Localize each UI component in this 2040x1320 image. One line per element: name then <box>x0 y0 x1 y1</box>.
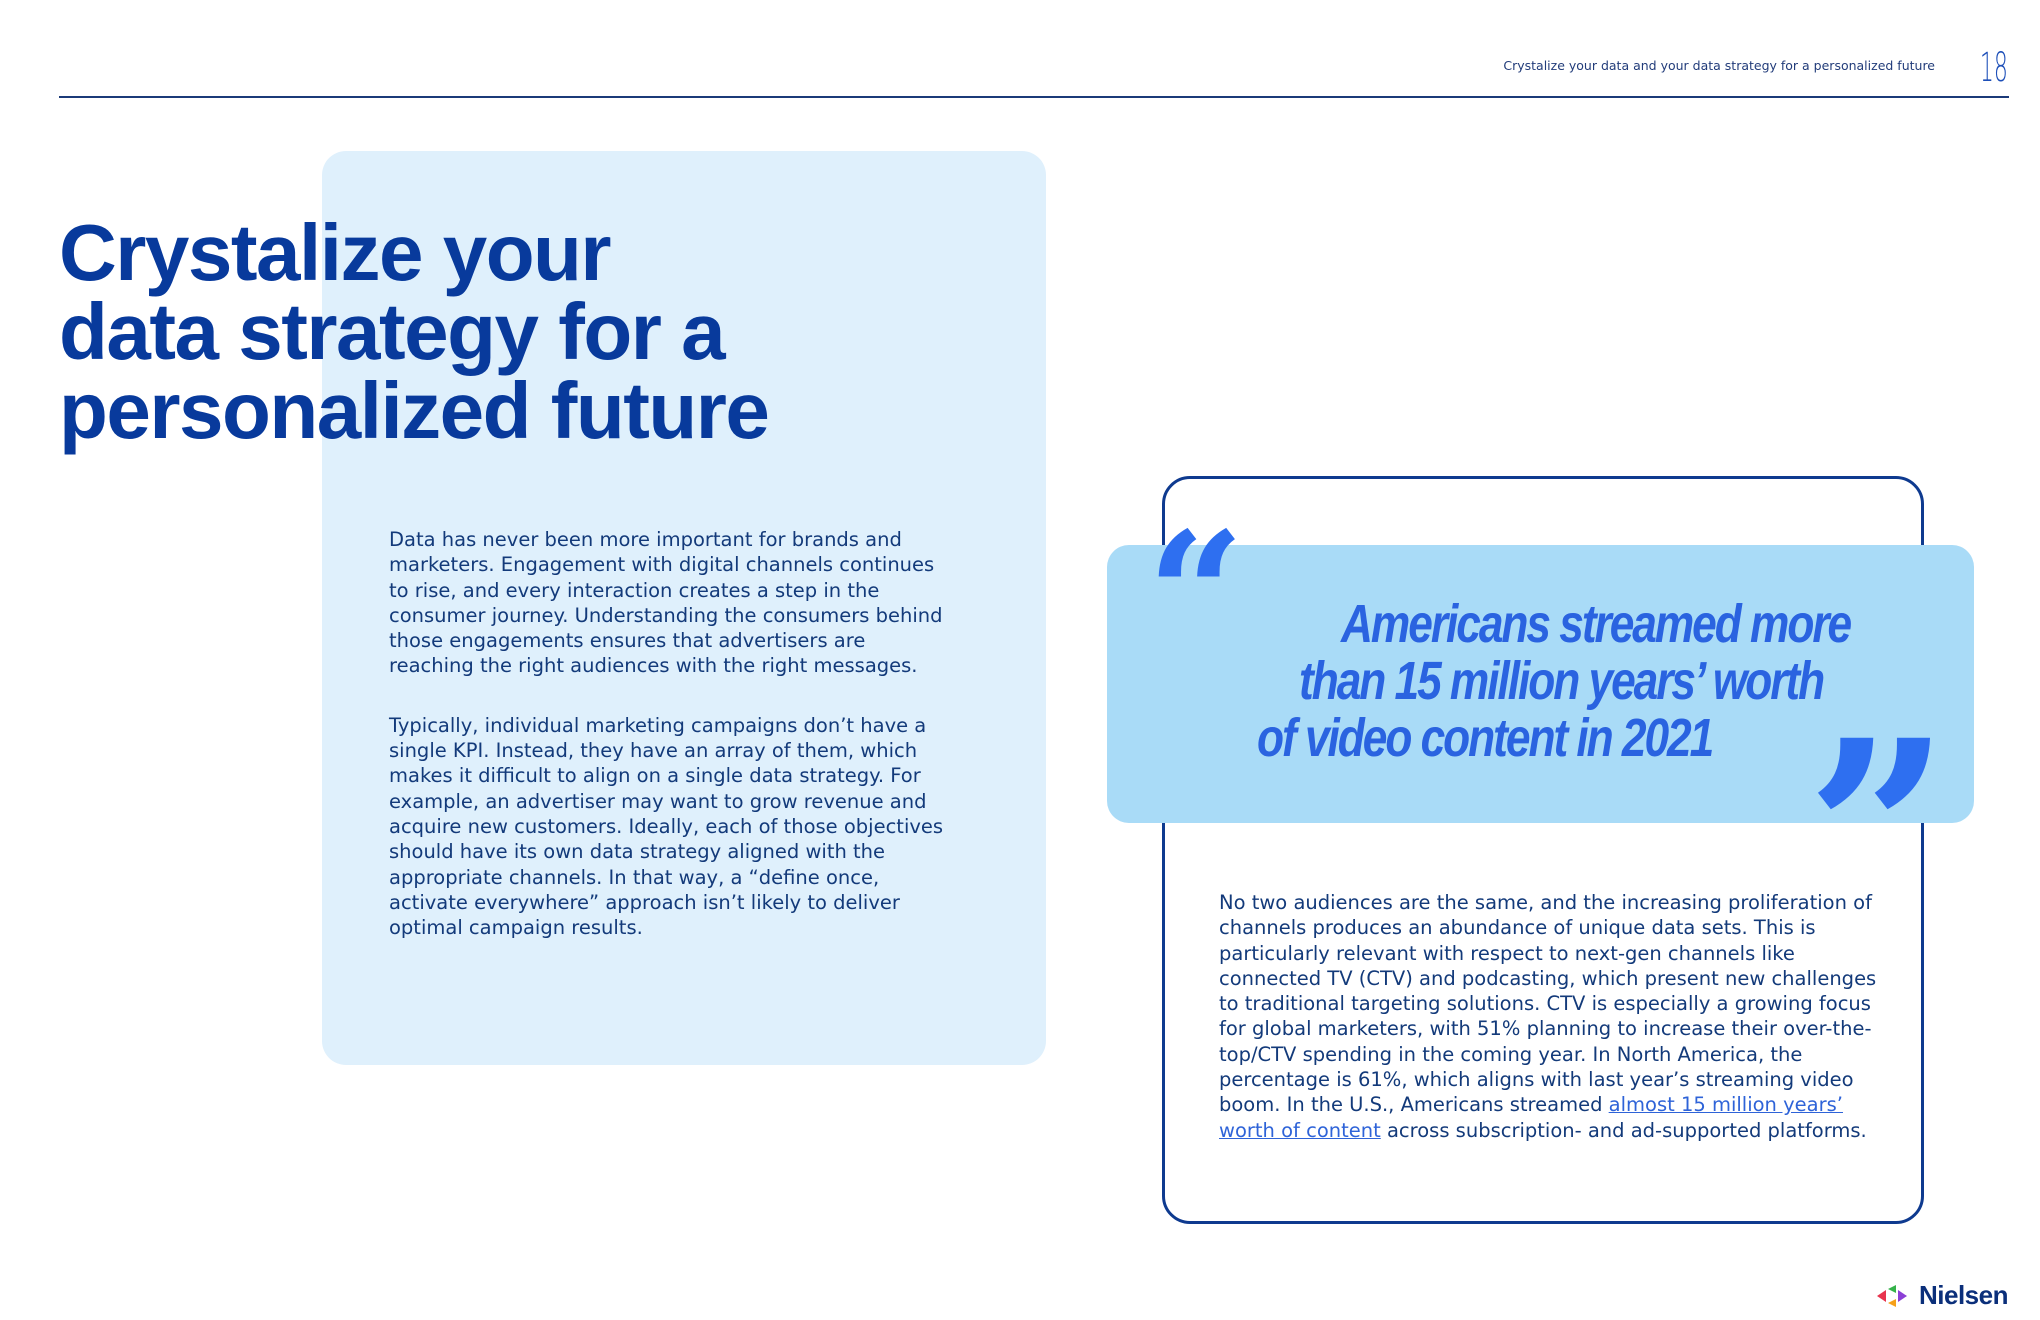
left-paragraph-2: Typically, individual marketing campaigns don’t have a single KPI. Instead, they have an array of them, which makes it difficult to align on a single data strategy. For example, an advertiser may want to grow revenue and acquire new customers. Ideally, each of those objectives should have its own data strategy aligned with the appropriate channels. In that way, a “define once, activate everywhere” approach isn’t likely to deliver optimal campaign results. <box>389 713 944 940</box>
pull-quote-line-2: than 15 million years’ worth <box>1299 651 1824 711</box>
right-text-before-link: No two audiences are the same, and the increasing proliferation of channels produces an abundance of unique data sets. This is particularly relevant with respect to next-gen channels like connected TV (CTV) and podcasting, which present new challenges to traditional targeting solutions. CTV is especially a growing focus for global marketers, with 51% planning to increase their over-the-top/CTV spending in the coming year. In North America, the percentage is 61%, which aligns with last year’s streaming video boom. In the U.S., Americans streamed <box>1219 891 1877 1117</box>
running-header: Crystalize your data and your data strategy for a personalized future <box>1503 58 1935 73</box>
logo-triangle-purple <box>1898 1290 1907 1302</box>
header-divider <box>59 96 2009 98</box>
nielsen-logo <box>1877 1280 2008 1311</box>
logo-triangle-green <box>1888 1285 1896 1293</box>
right-body-text <box>1219 890 1879 1143</box>
title-line-1: Crystalize your <box>59 208 611 297</box>
logo-triangle-orange <box>1888 1299 1896 1307</box>
pull-quote-line-1: Americans streamed more <box>1341 594 1851 654</box>
close-quote-icon: ” <box>1806 685 1950 979</box>
open-quote-icon: “ <box>1147 495 1245 695</box>
title-line-3: personalized future <box>59 366 769 455</box>
streaming-content-link[interactable]: almost 15 million years’ worth of content <box>1219 1093 1843 1142</box>
nielsen-logo-text: Nielsen <box>1919 1280 2008 1310</box>
logo-triangle-red <box>1877 1290 1886 1302</box>
right-text-after-link: across subscription- and ad-supported platforms. <box>1380 1118 1867 1142</box>
left-body-text <box>389 527 949 974</box>
page-title <box>59 208 979 455</box>
nielsen-logo-mark-icon <box>1877 1285 1913 1307</box>
page-number: 18 <box>1980 45 2008 91</box>
title-line-2: data strategy for a <box>59 287 725 376</box>
left-paragraph-1: Data has never been more important for brands and marketers. Engagement with digital channels continues to rise, and every interaction creates a step in the consumer journey. Understanding the consumers behind those engagements ensures that advertisers are reaching the right audiences with the right messages. <box>389 528 943 678</box>
pull-quote-line-3: of video content in 2021 <box>1257 708 1713 768</box>
